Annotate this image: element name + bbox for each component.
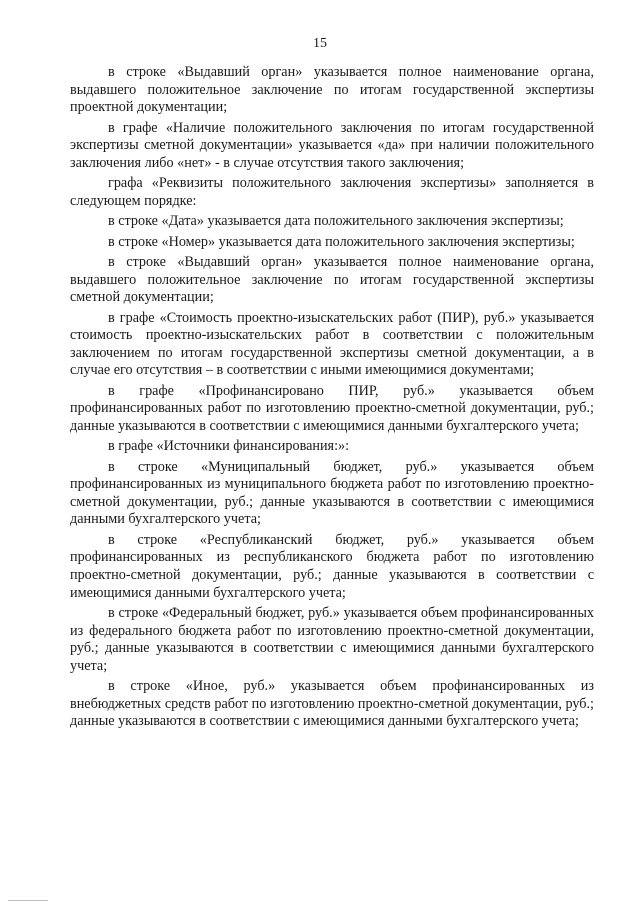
paragraph: в графе «Наличие положительного заключения по итогам государственной экспертизы сметной документации» указывается «да» при наличии положительного заключения либо «нет» - в случае отсутствия такого заключения; [70, 119, 594, 171]
paragraph: в графе «Источники финансирования:»: [108, 438, 350, 455]
paragraph: в строке «Выдавший орган» указывается полное наименование органа, выдавшего положительное заключение по итогам государственной экспертизы проектной документации; [70, 64, 594, 116]
paragraph: в строке «Муниципальный бюджет, руб.» указывается объем профинансированных из муниципального бюджета работ по изготовлению проектно-сметной документации, руб.; данные указываются в соответствии с имеющимися данными бухгалтерского учета; [70, 458, 594, 528]
paragraph: в строке «Республиканский бюджет, руб.» указывается объем профинансированных из республиканского бюджета работ по изготовлению проектно-сметной документации, руб.; данные указываются в соответствии с имеющимися данными бухгалтерского учета; [70, 531, 594, 601]
scan-edge-line [8, 900, 48, 901]
paragraph: в строке «Федеральный бюджет, руб.» указывается объем профинансированных из федерального бюджета работ по изготовлению проектно-сметной документации, руб.; данные указываются в соответствии с имеющимися данными бухгалтерского учета; [70, 604, 594, 674]
paragraph: графа «Реквизиты положительного заключения экспертизы» заполняется в следующем порядке: [70, 175, 594, 209]
paragraph: в строке «Выдавший орган» указывается полное наименование органа, выдавшего положительное заключение по итогам государственной экспертизы сметной документации; [70, 253, 594, 306]
paragraph: в строке «Иное, руб.» указывается объем профинансированных из внебюджетных средств работ по изготовлению проектно-сметной документации, руб.; данные указываются в соответствии с имеющимися данными бухгалтерского учета; [70, 678, 594, 730]
page-number: 15 [313, 36, 327, 51]
paragraph: в строке «Дата» указывается дата положительного заключения экспертизы; [108, 213, 564, 230]
paragraph: в графе «Стоимость проектно-изыскательских работ (ПИР), руб.» указывается стоимость проектно-изыскательских работ в соответствии с положительным заключением по итогам государственной экспертизы сметной документации, а в случае его отсутствия – в соответствии с иными имеющимися документами; [70, 309, 594, 379]
paragraph: в строке «Номер» указывается дата положительного заключения экспертизы; [108, 233, 575, 250]
paragraph: в графе «Профинансировано ПИР, руб.» указывается объем профинансированных работ по изготовлению проектно-сметной документации, руб.; данные указываются в соответствии с имеющимися данными бухгалтерского учета; [70, 382, 594, 434]
document-body [70, 64, 594, 734]
